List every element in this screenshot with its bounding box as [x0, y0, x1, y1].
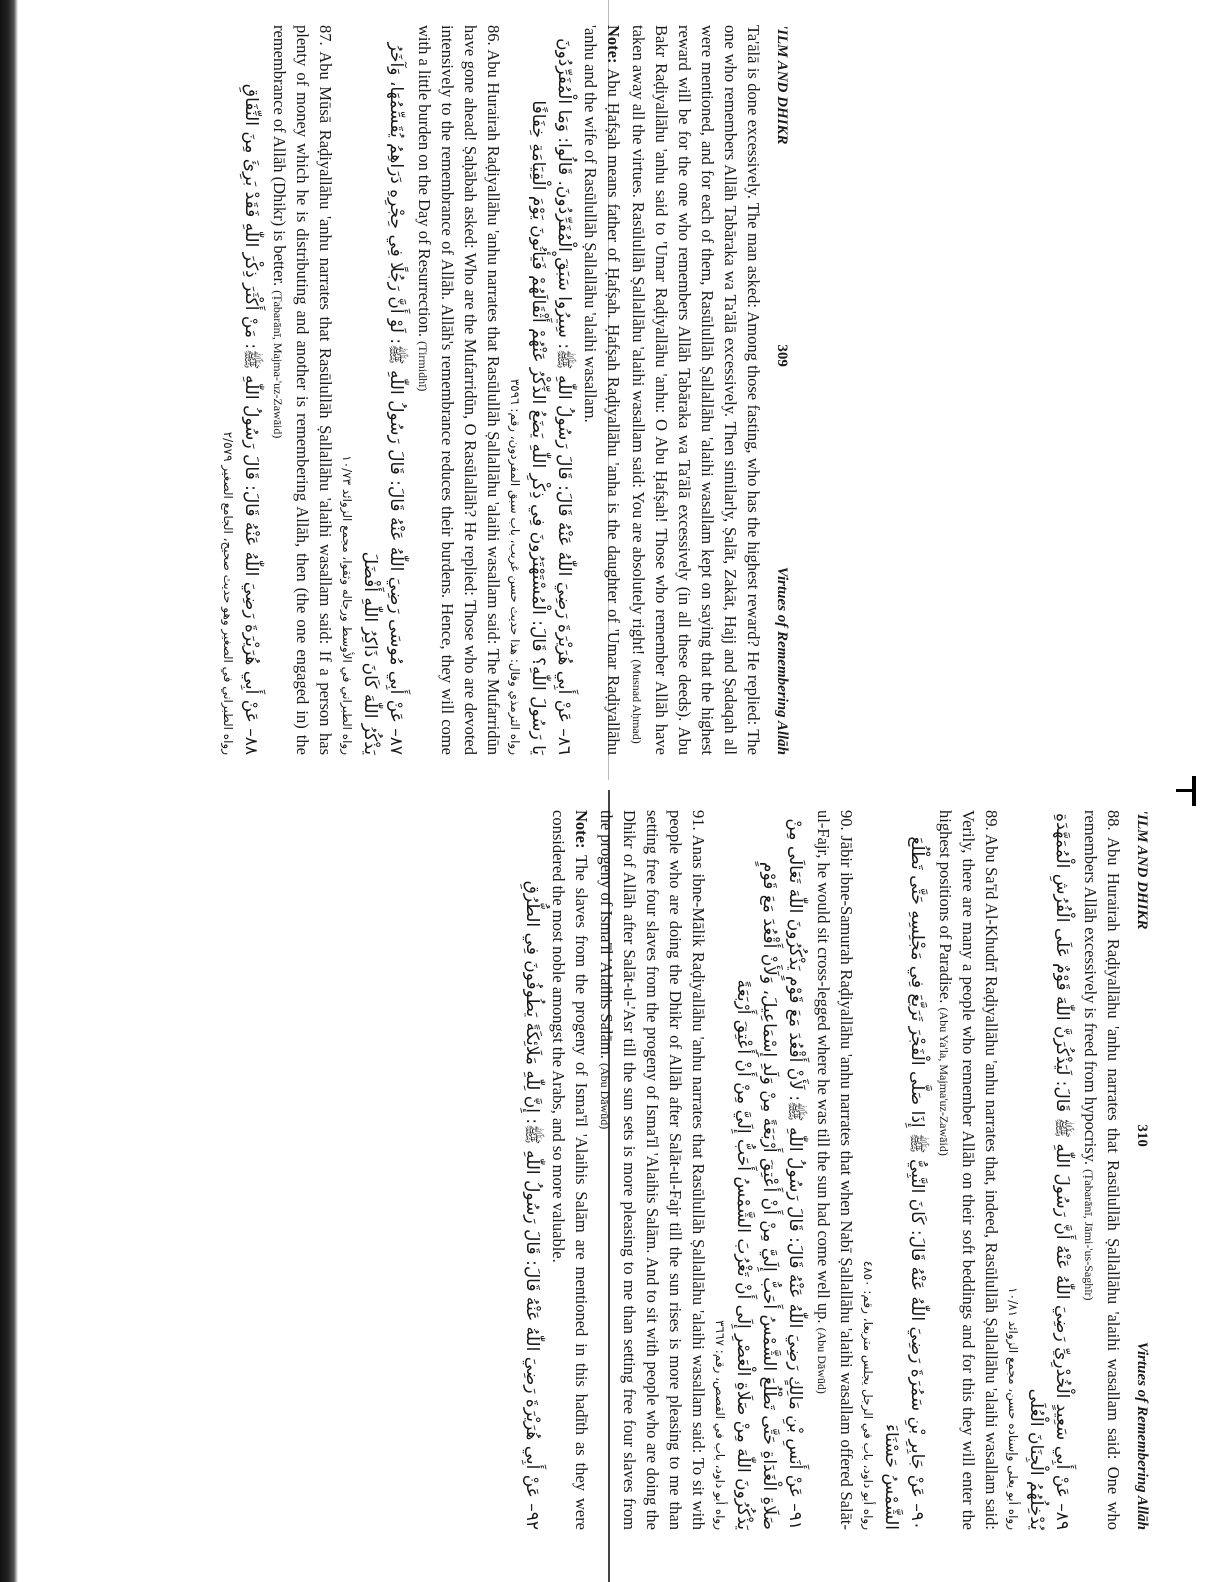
arabic-hadith-89: ٨٩– عَنْ أَبِي سَعِيدٍ الْخُدْرِيِّ رَضِيَ اللّٰهُ عَنْهُ أَنَّ رَسُولَ اللّٰهِ ﷺ قَالَ: لَيَذْكُرَنَّ اللّٰهَ قَوْمٌ عَلَى الْفُرُشِ الْمُمَهَّدَةِ يُدْخِلُهُمُ الْجِنَانَ الْعُلَى — [1026, 813, 1072, 1530]
header-left: 'ILM AND DHIKR — [1134, 810, 1150, 930]
fold-mark — [1176, 776, 1210, 806]
running-header — [1133, 810, 1150, 1530]
arabic-hadith-91: ٩١– عَنْ أَنَسِ بْنِ مَالِكٍ رَضِيَ اللّٰهُ عَنْهُ قَالَ: قَالَ رَسُولُ اللّٰهِ ﷺ: لَأَنْ أَقْعُدَ مَعَ قَوْمٍ يَذْكُرُونَ اللّٰهَ تَعَالَى مِنْ صَلَاةِ الْغَدَاةِ حَتَّى تَطْلُعَ الشَّمْسُ أَحَبُّ إِلَيَّ مِنْ أَنْ أَعْتِقَ أَرْبَعَةً مِنْ وَلَدِ إِسْمَاعِيلَ، وَلَأَنْ أَقْعُدَ مَعَ قَوْمٍ يَذْكُرُونَ اللّٰهَ مِنْ صَلَاةِ الْعَصْرِ إِلَى أَنْ تَغْرُبَ الشَّمْسُ أَحَبُّ إِلَيَّ مِنْ أَنْ أَعْتِقَ أَرْبَعَةً — [733, 818, 805, 1530]
arabic-hadith-92: ٩٢– عَنْ أَبِي هُرَيْرَةَ رَضِيَ اللّٰهُ عَنْهُ قَالَ: قَالَ رَسُولُ اللّٰهِ ﷺ: إِنَّ لِلّٰهِ مَلَائِكَةً يَطُوفُونَ فِي الطُّرُقِ — [522, 880, 542, 1530]
scan-edge-shadow — [0, 0, 18, 1582]
arabic-source-88: رواه الطبراني في الصغير وهو حديث صحيح، الجامع الصغير ٢/٥٧٩ — [221, 431, 235, 755]
arabic-hadith-88: ٨٨– عَنْ أَبِي هُرَيْرَةَ رَضِيَ اللّٰهُ عَنْهُ قَالَ: قَالَ رَسُولُ اللّٰهِ ﷺ: مَنْ أَكْثَرَ ذِكْرَ اللّٰهِ فَقَدْ بَرِئَ مِنَ النِّفَاقِ — [241, 83, 261, 755]
note: Note: The slaves from the progeny of Isma'īl 'Alaihis Salām are mentioned in this hadīth as they were considered the most noble amongst the Arabs, and so more valuable. — [549, 810, 591, 1531]
arabic-hadith-87: ٨٧– عَنْ أَبِي مُوسَى رَضِيَ اللّٰهُ عَنْهُ قَالَ: قَالَ رَسُولُ اللّٰهِ ﷺ: لَوْ أَنَّ رَجُلًا فِي حِجْرِهِ دَرَاهِمُ يُقَسِّمُهَا، وَآخَرُ يَذْكُرُ اللّٰهَ كَانَ ذَاكِرُ اللّٰهِ أَفْضَلَ — [360, 42, 406, 755]
arabic-hadith-86: ٨٦– عَنْ أَبِي هُرَيْرَةَ رَضِيَ اللّٰهُ عَنْهُ قَالَ: قَالَ رَسُولُ اللّٰهِ ﷺ: سِيرُوا سَبَقَ الْمُفَرِّدُونَ. قَالُوا: وَمَا الْمُفَرِّدُونَ يَا رَسُولَ اللّٰهِ؟ قَالَ: الْمُسْتَهْتَرُونَ فِي ذِكْرِ اللّٰهِ يَضَعُ الذِّكْرُ عَنْهُمْ أَثْقَالَهُمْ فَيَأْتُونَ يَوْمَ الْقِيَامَةِ خِفَافًا — [528, 38, 574, 755]
page-310 — [110, 810, 1150, 1530]
hadith-89: 89. Abu Sa'īd Al-Khudrī Raḍiyallāhu 'anhu narrates that, indeed, Rasūlullāh Ṣallallāhu 'alaihi wasallam said: Verily, there are many a people who remember Allāh on their soft beddings and for this they will enter the highest positions of Paradise. (Abu Ya'la, Majma'uz-Zawāid) — [936, 810, 1001, 1530]
page-309 — [221, 25, 790, 755]
hadith-90: 90. Jābir ibne-Samurah Raḍiyallāhu 'anhu narrates that when Nabī Ṣallallāhu 'alaihi wasallam offered Salāt-ul-Fajr, he would sit cross-legged where he was till the sun had come well up. (Abu Dāwūd) — [814, 810, 856, 1530]
arabic-hadith-90: ٩٠– عَنْ جَابِرِ بْنِ سَمُرَةَ رَضِيَ اللّٰهُ عَنْهُ قَالَ: كَانَ النَّبِيُّ ﷺ إِذَا صَلَّى الْفَجْرَ تَرَبَّعَ فِي مَجْلِسِهِ حَتَّى تَطْلُعَ الشَّمْسُ حَسْنَاءَ — [881, 836, 927, 1530]
arabic-source-91: رواه أبو داود، باب في القصص، رقم: ٣٦٦٧ — [713, 1320, 727, 1530]
arabic-source-86: رواه الترمذي وقال: هذا حديث حسن غريب، باب سبق المفردون، رقم: ٣٥٩٦ — [508, 378, 522, 755]
paragraph-continued: Ta'ālā is done excessively. The man asked: Among those fasting, who has the highest reward? He replied: The one who remembers Allāh Tabāraka wa Ta'ālā excessively. Then similarly, Ṣalāt, Zakāt, Hajj and Ṣadaqah all were mentioned, and for each of them, Rasūlullāh Ṣallallāhu 'alaihi wasallam kept on saying that the highest reward will be for the one who remembers Allāh Tabāraka wa Ta'ālā excessively (in all these deeds). Abu Bakr Raḍiyallāhu 'anhu said to 'Umar Raḍiyallāhu 'anhu: O Abu Ḥafṣah! Those who remember Allāh have taken away all the virtues. Rasūlullāh Ṣallallāhu 'alaihi wasallam said: You are absolutely right! (Musnad Aḥmad) — [629, 25, 763, 755]
arabic-source-87: رواه الطبراني في الأوسط ورجاله وثقوا، مجمع الزوائد ١٠/٧٣ — [340, 455, 354, 755]
arabic-source-90: رواه أبو داود، باب في الرجل يجلس متربعا، رقم: ٤٨٥٠ — [861, 1260, 875, 1530]
hadith-88: 88. Abu Hurairah Raḍiyallāhu 'anhu narrates that Rasūlullāh Ṣallallāhu 'alaihi wasallam said: One who remembers Allāh excessively is freed from hypocrisy. (Ṭabarānī, Jāmi-'us-Saghīr) — [1081, 810, 1123, 1530]
page-number: 309 — [774, 344, 790, 367]
header-right: Virtues of Remembering Allāh — [774, 566, 790, 755]
note: Note: Abu Ḥafṣah means father of Ḥafṣah. Ḥafṣah Raḍiyallāhu 'anha is the daughter of 'Umar Raḍiyallāhu 'anhu and the wife of Rasūlullāh Ṣallallāhu 'alaihi wasallam. — [581, 25, 623, 755]
hadith-87: 87. Abu Mūsā Raḍiyallāhu 'anhu narrates that Rasūlullāh Ṣallallāhu 'alaihi wasallam said: If a person has plenty of money which he is distributing and another is remembering Allāh, then (the one engaged in) the remembrance of Allāh (Dhikr) is better. (Ṭabarānī, Majma-'uz-Zawāid) — [270, 25, 335, 755]
hadith-86: 86. Abu Hurairah Raḍiyallāhu 'anhu narrates that Rasūlullāh Ṣallallāhu 'alaihi wasallam said: The Mufarridūn have gone ahead! Ṣaḥābah asked: Who are the Mufarridūn, O Rasūlallāh? He replied: Those who are devoted intensively to the remembrance of Allāh. Allāh's remembrance reduces their burdens. Hence, they will come with a little burden on the Day of Resurrection. (Tirmidhī) — [415, 25, 503, 755]
header-right: Virtues of Remembering Allāh — [1134, 1341, 1150, 1530]
page-number: 310 — [1134, 1124, 1150, 1147]
arabic-source-89: رواه أبو يعلى وإسناده حسن، مجمع الزوائد ١٠/٨١ — [1006, 1287, 1020, 1530]
running-header — [773, 25, 790, 755]
hadith-91: 91. Anas ibne-Mālik Raḍiyallāhu 'anhu narrates that Rasūlullāh Ṣallallāhu 'alaihi wasallam said: To sit with people who are doing the Dhikr of Allāh after Salāt-ul-Fajr till the sun rises is more pleasing to me than setting free four slaves from the progeny of Isma'īl 'Alaihis Salām. And to sit with people who are doing the Dhikr of Allāh after Salāt-ul-'Asr till the sun sets is more pleasing to me than setting free four slaves from the progeny of Isma'īl 'Alaihis Salām. (Abu Dāwūd) — [597, 810, 708, 1530]
header-left: 'ILM AND DHIKR — [774, 25, 790, 145]
